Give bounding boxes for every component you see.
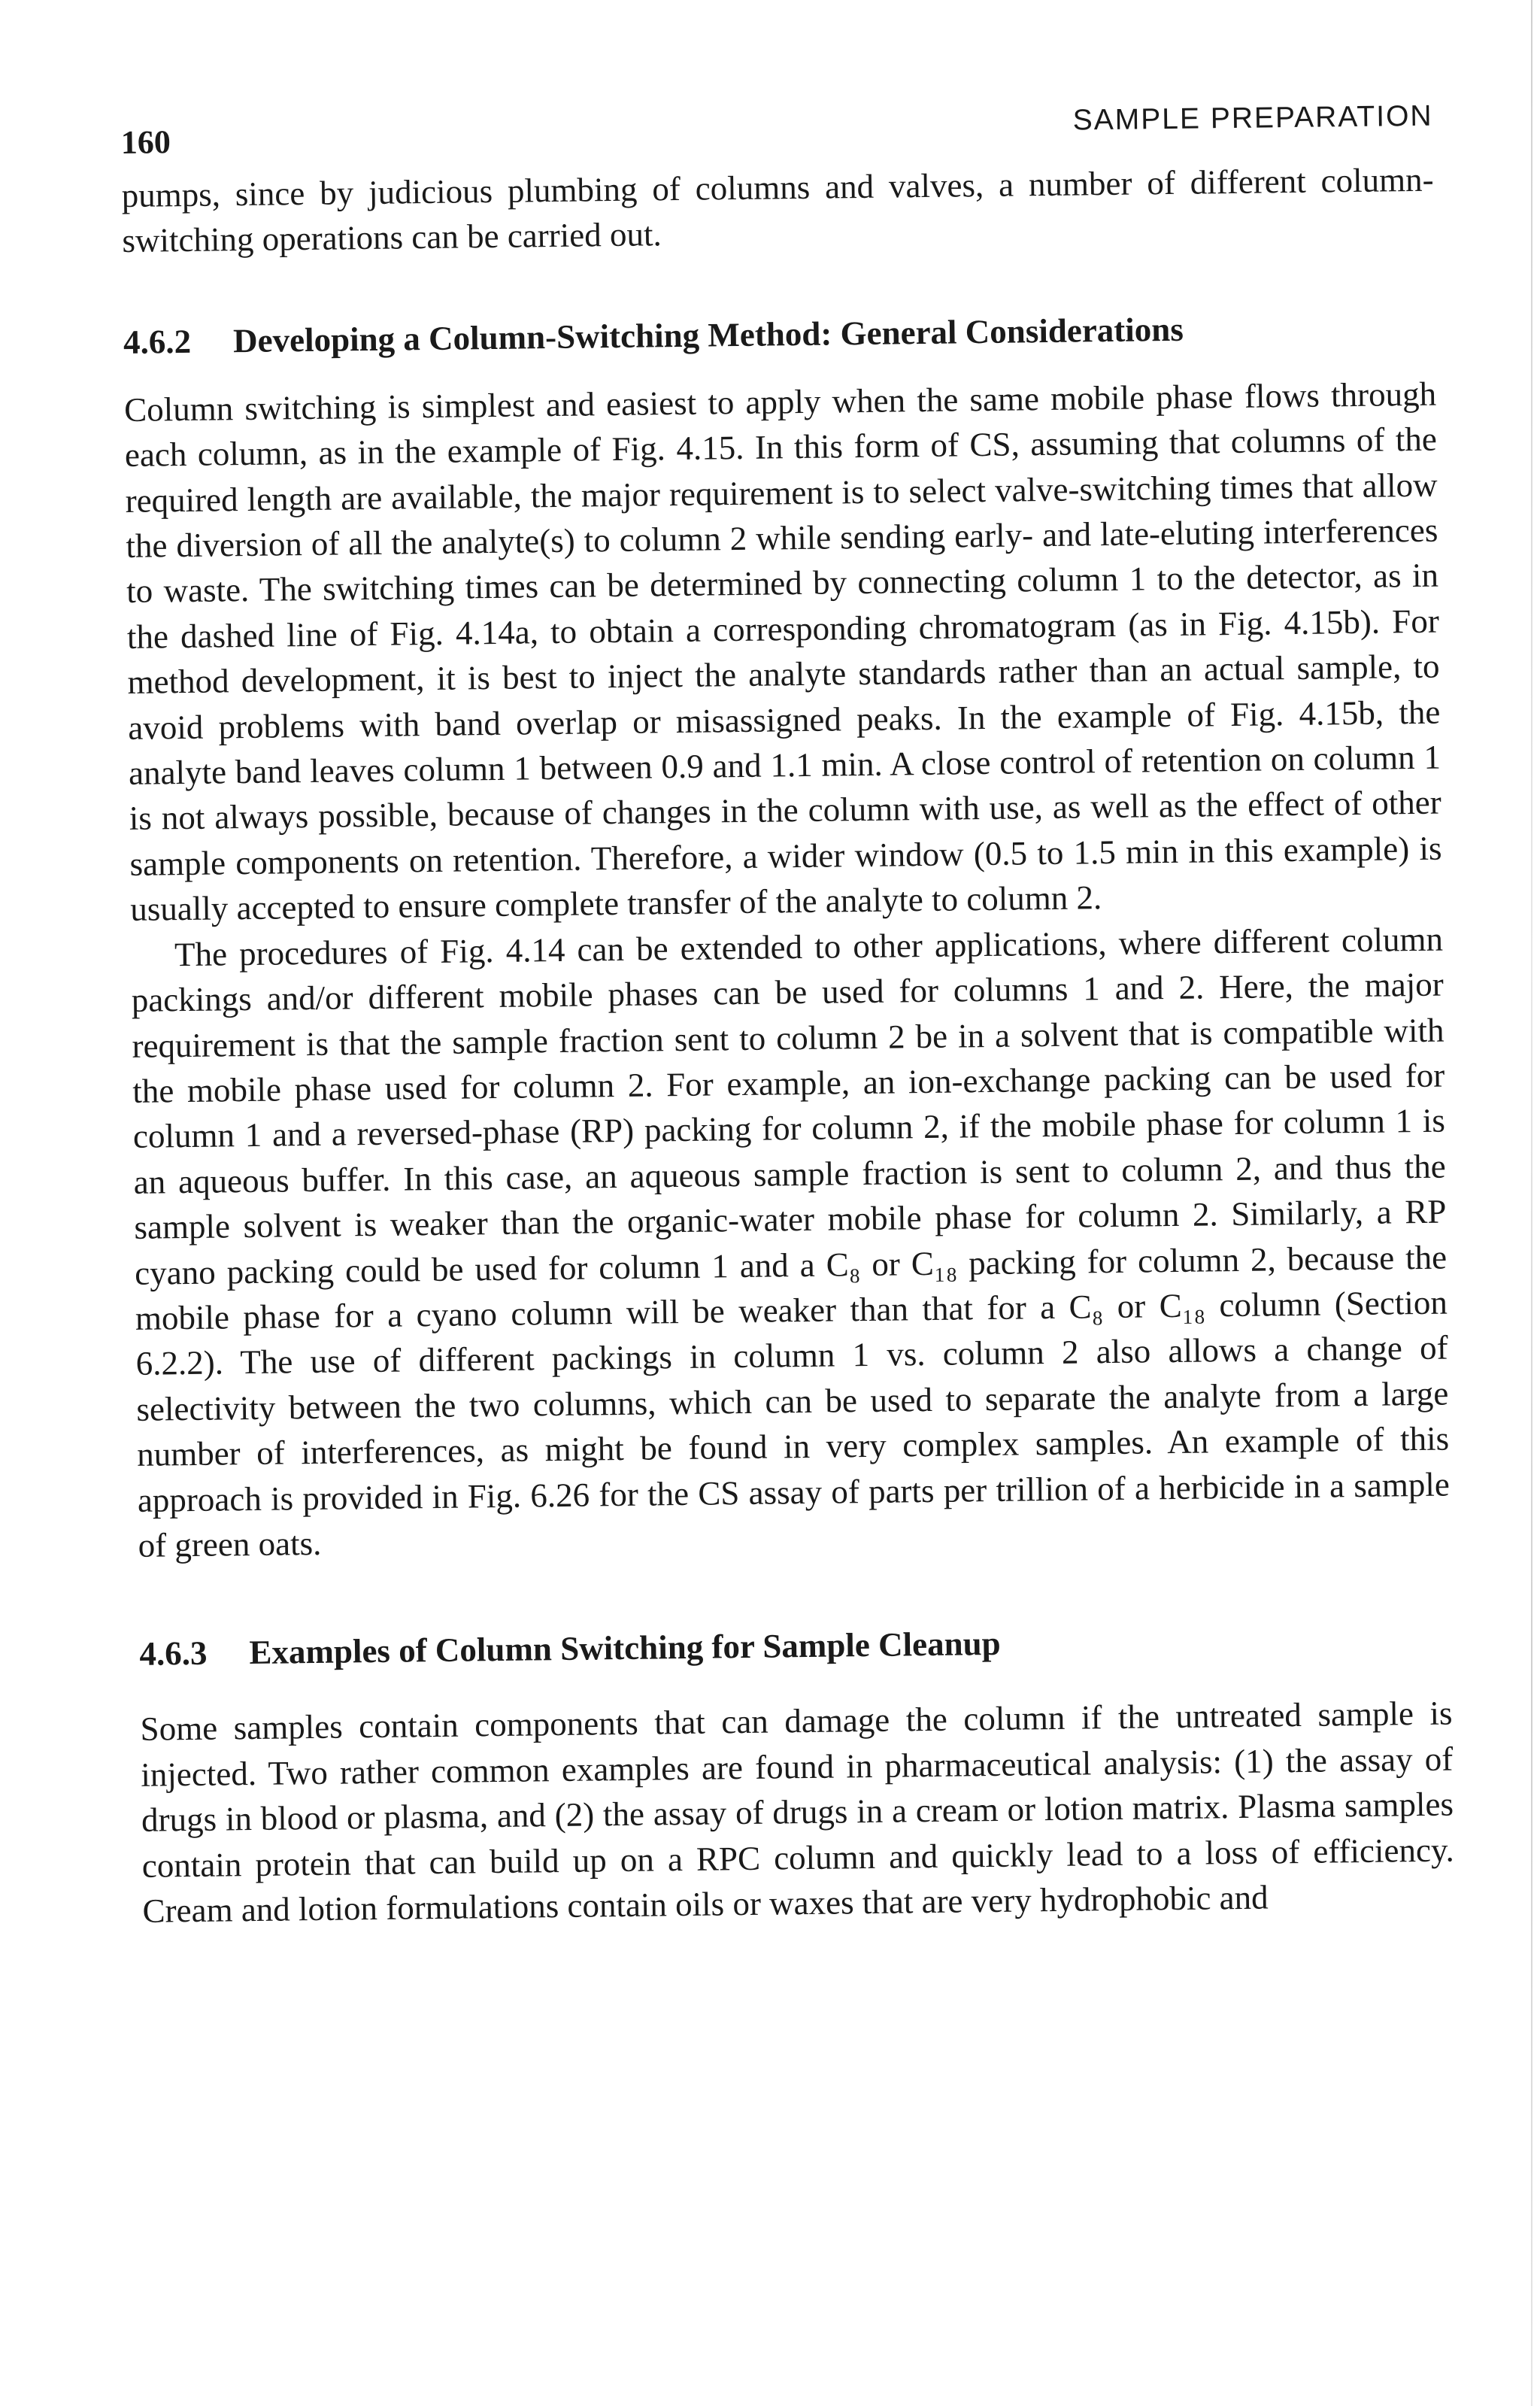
intro-paragraph: pumps, since by judicious plumbing of columns and valves, a number of different column-switching operations can be carried out. (121, 160, 1434, 260)
body-paragraph: Some samples contain components that can damage the column if the untreated sample is injected. Two rather common examples are found in pharmaceutical analysis: (1) the assay of drugs in blood or plasma, and (2) the assay of drugs in a cream or lotion matrix. Plasma samples contain protein that can build up on a RPC column and quickly lead to a loss of efficiency. Cream and lotion formulations contain oils or waxes that are very hydrophobic and (140, 1694, 1455, 1930)
section-heading-4-6-3 (139, 1616, 1452, 1676)
running-title: SAMPLE PREPARATION (1072, 99, 1433, 137)
book-page (120, 74, 1455, 1934)
section-title: Developing a Column-Switching Method: General Considerations (232, 310, 1184, 360)
section-heading-4-6-2 (123, 303, 1436, 364)
body-paragraph: The procedures of Fig. 4.14 can be extended to other applications, where different column packings and/or different mobile phases can be used for columns 1 and 2. Here, the major requirement is that the sample fraction sent to column 2 be in a solvent that is compatible with the mobile phase used for column 2. For example, an ion-exchange packing can be used for column 1 and a reversed-phase (RP) packing for column 2, if the mobile phase for column 1 is an aqueous buffer. In this case, an aqueous sample fraction is sent to column 2, and thus the sample solvent is weaker than the organic-water mobile phase for column 2. Similarly, a RP cyano packing could be used for column 1 and a C₈ or C₁₈ packing for column 2, because the mobile phase for a cyano column will be weaker than that for a C₈ or C₁₈ column (Section 6.2.2). The use of different packings in column 1 vs. column 2 also allows a change of selectivity between the two columns, which can be used to separate the analyte from a large number of interferences, as might be found in very complex samples. An example of this approach is provided in Fig. 6.26 for the CS assay of parts per trillion of a herbicide in a sample of green oats. (131, 920, 1451, 1564)
scan-edge-line (1531, 0, 1532, 2406)
section-number: 4.6.3 (139, 1634, 208, 1673)
body-paragraph: Column switching is simplest and easiest to apply when the same mobile phase flows through each column, as in the example of Fig. 4.15. In this form of CS, assuming that columns of the required length are available, the major requirement is to select valve-switching times that allow the diversion of all the analyte(s) to column 2 while sending early- and late-eluting interferences to waste. The switching times can be determined by connecting column 1 to the detector, as in the dashed line of Fig. 4.14a, to obtain a corresponding chromatogram (as in Fig. 4.15b). For method development, it is best to inject the analyte standards rather than an actual sample, to avoid problems with band overlap or misassigned peaks. In the example of Fig. 4.15b, the analyte band leaves column 1 between 0.9 and 1.1 min. A close control of retention on column 1 is not always possible, because of changes in the column with use, as well as the effect of other sample components on retention. Therefore, a wider window (0.5 to 1.5 min in this example) is usually accepted to ensure complete transfer of the analyte to column 2. (123, 375, 1442, 929)
section-number: 4.6.2 (123, 322, 192, 361)
page-number: 160 (120, 123, 171, 161)
running-head (120, 74, 1433, 173)
section-title: Examples of Column Switching for Sample Cleanup (249, 1625, 1001, 1672)
